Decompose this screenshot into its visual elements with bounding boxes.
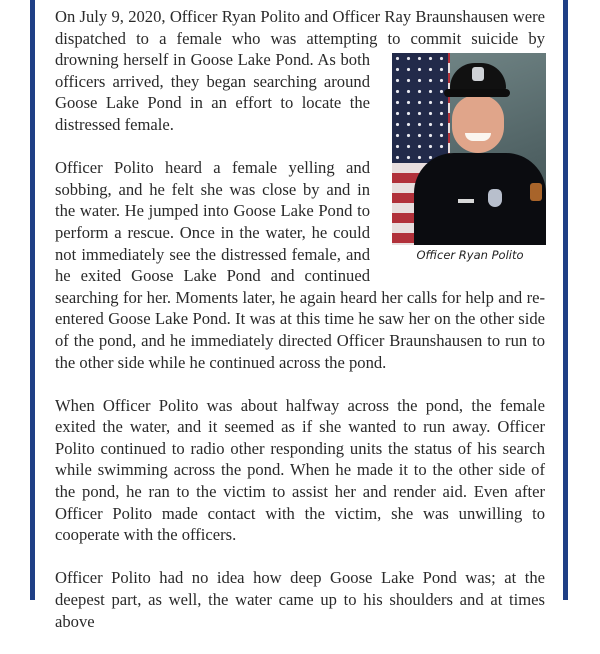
paragraph-1-lead: On July 9, 2020, Officer Ryan Polito and Officer Ray Braunshausen were dispatched to a female who was attempting to commit suicide [55, 7, 545, 48]
document-body [55, 6, 545, 654]
nameplate [458, 199, 474, 203]
paragraph-1 [55, 6, 545, 263]
cap-brim [444, 89, 510, 97]
cap-badge-icon [472, 67, 484, 81]
officer-portrait-photo [392, 53, 546, 245]
face [452, 95, 504, 153]
police-badge-icon [488, 189, 502, 207]
page-border-right [563, 0, 568, 600]
photo-figure [392, 53, 548, 263]
paragraph-3: When Officer Polito was about halfway across the pond, the female exited the water, and it seemed as if she wanted to run away. Officer Polito continued to radio other responding units the status of his search while swimming across the pond. When he made it to the other side of the pond, he ran to the victim to assist her and render aid. Even after Officer Polito made contact with the victim, she was unwilling to cooperate with the officers. [55, 395, 545, 545]
shoulder-patch-icon [530, 183, 542, 201]
flag-stars [392, 53, 448, 163]
paragraph-4: Officer Polito had no idea how deep Goose Lake Pond was; at the deepest part, as well, the water came up to his shoulders and at times above [55, 568, 545, 631]
uniform [414, 153, 546, 245]
page-border-left [30, 0, 35, 600]
photo-caption: Officer Ryan Polito [416, 248, 524, 263]
paragraph-2: Officer Polito heard a female yelling and sobbing, and he felt she was close by and in the water. He jumped into Goose Lake Pond to perform a rescue. Once in the water, he could not immediately see the distressed female, and he exited Goose Lake Pond and continued searching for her. Moments later, he again heard her calls for help and re-entered Goose Lake Pond. It was at this time he saw her on the other side of the pond, and he immediately directed Officer Braunshausen to run to the other side while he continued across the pond. [55, 158, 545, 372]
paragraph-1-rest: by drowning herself in Goose Lake Pond. As both officers arrived, they began searching around Goose Lake Pond in an effort to locate the distressed female. [55, 28, 545, 134]
